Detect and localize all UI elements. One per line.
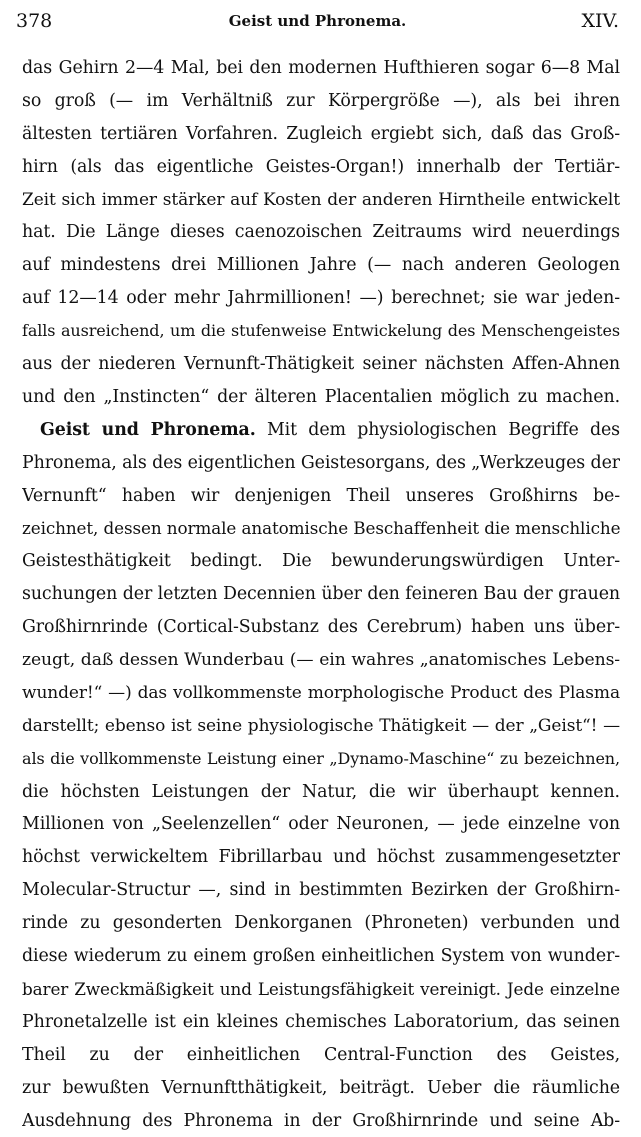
- text-line: [22, 578, 620, 611]
- line-text: barer Zweckmäßigkeit und Leistungsfähigkeit vereinigt. Jede einzelne: [22, 979, 620, 999]
- line-text: zeugt, daß dessen Wunderbau (— ein wahres „anatomisches Lebens-: [22, 650, 620, 670]
- line-text: so groß (— im Verhältniß zur Körpergröße —), als bei ihren: [22, 91, 620, 111]
- text-line: [22, 480, 620, 513]
- text-line: [22, 1105, 620, 1137]
- text-line: [22, 776, 620, 809]
- line-text: zur bewußten Vernunftthätigkeit, beiträgt. Ueber die räumliche: [22, 1078, 620, 1098]
- text-line: [22, 52, 620, 85]
- line-text: und den „Instincten“ der älteren Placentalien möglich zu machen.: [22, 387, 620, 407]
- text-line: [22, 644, 620, 677]
- line-text: Vernunft“ haben wir denjenigen Theil unseres Großhirns be-: [22, 486, 620, 506]
- text-line: [22, 315, 620, 348]
- text-line: [22, 808, 620, 841]
- line-text: Molecular-Structur —, sind in bestimmten Bezirken der Großhirn-: [22, 880, 620, 900]
- text-line: [22, 710, 620, 743]
- text-line: [22, 611, 620, 644]
- line-text: Großhirnrinde (Cortical-Substanz des Cerebrum) haben uns über-: [22, 617, 620, 637]
- line-text: das Gehirn 2—4 Mal, bei den modernen Hufthieren sogar 6—8 Mal: [22, 58, 620, 78]
- text-line: [22, 348, 620, 381]
- text-line: [22, 940, 620, 973]
- line-text: Theil zu der einheitlichen Central-Function des Geistes,: [22, 1045, 620, 1065]
- text-line: [22, 381, 620, 414]
- text-line: [22, 512, 620, 545]
- line-text: hat. Die Länge dieses caenozoischen Zeitraums wird neuerdings: [22, 222, 620, 242]
- text-line: [22, 184, 620, 217]
- line-text: zeichnet, dessen normale anatomische Beschaffenheit die menschliche: [22, 518, 620, 538]
- text-line: [22, 151, 620, 184]
- text-line: [22, 282, 620, 315]
- text-line: [22, 414, 620, 447]
- line-text: Phronema, als des eigentlichen Geistesorgans, des „Werkzeuges der: [22, 453, 620, 473]
- chapter-number: XIV.: [582, 10, 619, 32]
- text-line: [22, 677, 620, 710]
- line-text: auf mindestens drei Millionen Jahre (— nach anderen Geologen: [22, 255, 620, 275]
- line-text: die höchsten Leistungen der Natur, die wir überhaupt kennen.: [22, 782, 620, 802]
- line-text: wunder!“ —) das vollkommenste morphologische Product des Plasma: [22, 683, 620, 703]
- text-line: [22, 1039, 620, 1072]
- line-text: ältesten tertiären Vorfahren. Zugleich ergiebt sich, daß das Groß-: [22, 124, 620, 144]
- text-line: [22, 1072, 620, 1105]
- page-number: 378: [16, 10, 52, 32]
- line-text: aus der niederen Vernunft-Thätigkeit seiner nächsten Affen-Ahnen: [22, 354, 620, 374]
- text-line: [22, 1006, 620, 1039]
- page-header: [16, 8, 619, 34]
- text-line: [22, 841, 620, 874]
- line-text: Zeit sich immer stärker auf Kosten der anderen Hirntheile entwickelt: [22, 190, 620, 210]
- line-text: Geistesthätigkeit bedingt. Die bewunderungswürdigen Unter-: [22, 551, 620, 571]
- text-line: [22, 973, 620, 1006]
- line-text: falls ausreichend, um die stufenweise Entwickelung des Menschengeistes: [22, 321, 620, 340]
- line-text: suchungen der letzten Decennien über den feineren Bau der grauen: [22, 584, 620, 604]
- line-text: rinde zu gesonderten Denkorganen (Phroneten) verbunden und: [22, 913, 620, 933]
- section-heading: Geist und Phronema.: [40, 420, 256, 440]
- line-text: höchst verwickeltem Fibrillarbau und höchst zusammengesetzter: [22, 847, 620, 867]
- line-text: hirn (als das eigentliche Geistes-Organ!) innerhalb der Tertiär-: [22, 157, 620, 177]
- line-text: Phronetalzelle ist ein kleines chemisches Laboratorium, das seinen: [22, 1012, 620, 1032]
- text-line: [22, 874, 620, 907]
- text-line: [22, 216, 620, 249]
- text-line: [22, 907, 620, 940]
- line-text: Ausdehnung des Phronema in der Großhirnrinde und seine Ab-: [22, 1111, 620, 1131]
- text-line: [22, 447, 620, 480]
- line-text: auf 12—14 oder mehr Jahrmillionen! —) berechnet; sie war jeden-: [22, 288, 620, 308]
- body-text: [22, 52, 620, 1137]
- running-title: Geist und Phronema.: [16, 12, 619, 30]
- text-line: [22, 743, 620, 776]
- text-line: [22, 249, 620, 282]
- line-text: diese wiederum zu einem großen einheitlichen System von wunder-: [22, 946, 620, 966]
- line-text: Mit dem physiologischen Begriffe des: [267, 420, 620, 440]
- text-line: [22, 118, 620, 151]
- line-text: als die vollkommenste Leistung einer „Dynamo-Maschine“ zu bezeichnen,: [22, 749, 620, 768]
- line-text: Millionen von „Seelenzellen“ oder Neuronen, — jede einzelne von: [22, 814, 620, 834]
- text-line: [22, 85, 620, 118]
- line-text: darstellt; ebenso ist seine physiologische Thätigkeit — der „Geist“! —: [22, 716, 620, 736]
- text-line: [22, 545, 620, 578]
